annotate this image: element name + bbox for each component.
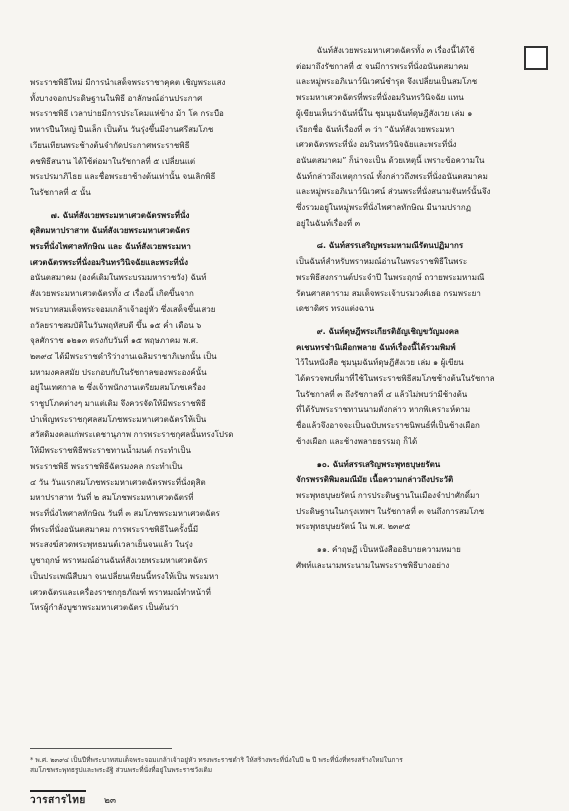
- text-line: อนันตสมาคม (องค์เดิมในพระบรมมหาราชวัง) ฉันท์: [30, 273, 207, 283]
- footnote-line: * พ.ศ. ๒๓๙๔ เป็นปีที่พระบาทสมเด็จพระจอมเกล้าเจ้าอยู่หัว ทรงพระราชดำริ ให้สร้างพระที่นั่งในปี ๒ ปี พระที่นั่งที่ทรงสร้างใหม่ในการ: [30, 756, 403, 764]
- text-line: ได้ตรวจพบที่มาที่ใช้ในพระราชพิธีสมโภชช้างต้นในรัชกาล: [296, 374, 495, 384]
- text-line: ราชูปโภคต่างๆ มาแต่เดิม จึงควรจัดให้มีพระราชพิธี: [30, 399, 206, 409]
- text-line: ต่อมาถึงรัชกาลที่ ๕ จนมีการพระที่นั่งอนันตสมาคม: [296, 61, 469, 71]
- text-line: ๙. ฉันท์ดุษฎีพระเกียรติอัญเชิญขวัญมงคล: [316, 326, 459, 336]
- text-line: พระราชพิธี พระราชพิธีฉัตรมงคล กระทำเป็น: [30, 461, 183, 471]
- text-line: เดชาดิศร ทรงแต่งฉาน: [296, 304, 375, 314]
- text-line: สังเวยพระมหาเศวตฉัตรทั้ง ๔ เรื่องนี้ เกิดขึ้นจาก: [30, 289, 194, 299]
- text-line: พระราชพิธีใหม่ มีการนำเสด็จพระราชาคุคต เชิญพระแสง: [30, 78, 226, 87]
- text-line: อยู่ในฉันท์เรื่องที่ ๓: [296, 218, 361, 228]
- text-line: ฉันท์สังเวยพระมหาเศวตฉัตรทั้ง ๓ เรื่องนี้ได้ใช้: [316, 46, 475, 55]
- text-line: ทหารปืนใหญ่ ปืนเล็ก เป็นต้น วันรุ่งขึ้นมีงานศรีสมโภช: [30, 125, 214, 135]
- text-line: เรียกชื่อ ฉันท์เรื่องที่ ๓ ว่า “ฉันท์สังเวยพระมหา: [296, 124, 455, 134]
- left-column: [30, 76, 270, 617]
- text-line: ที่ได้รับพระราชทานนามดังกล่าว หากพิเคราะห์ตาม: [296, 405, 471, 415]
- footnote-divider: [30, 748, 172, 749]
- text-line: พระบาทสมเด็จพระจอมเกล้าเจ้าอยู่หัว ซึ่งเสด็จขึ้นเสวย: [30, 304, 216, 314]
- text-line: เป็นฉันท์สำหรับพราหมณ์อ่านในพระราชพิธีในพระ: [296, 257, 468, 267]
- footnote: [30, 755, 540, 775]
- text-line: สวัสดิมงคลแก่พระเดชานุภาพ การพระราชกุศลนั้นทรงโปรด: [30, 430, 234, 440]
- text-line: คเชนทรชำนิเผือกพลาย ฉันท์เรื่องนี้ได้รวมพิมพ์: [296, 342, 456, 352]
- text-line: อนันตสมาคม” ก็น่าจะเป็น ด้วยเหตุนี้ เพราะข้อความใน: [296, 155, 485, 165]
- text-line: ให้มีพระราชพิธีพระราชทานน้ำมนต์ กระทำเป็น: [30, 446, 191, 456]
- text-line: มหามงคลสมัย ประกอบกับในรัชกาลของพระองค์นั้น: [30, 367, 207, 377]
- page-number: ๒๓: [104, 796, 117, 806]
- text-line: ซึ่งรวมอยู่ในหมู่พระที่นั่งไพศาลทักษิณ มีนามปรากฏ: [296, 203, 472, 213]
- text-line: ๗. ฉันท์สังเวยพระมหาเศวตฉัตรพระที่นั่ง: [50, 210, 190, 220]
- text-line: ดุสิตมหาปราสาท ฉันท์สังเวยพระมหาเศวตฉัตร: [30, 226, 190, 236]
- right-column: [296, 44, 536, 575]
- text-line: พระที่นั่งไพศาลทักษิณ และ ฉันท์สังเวยพระมหา: [30, 242, 191, 252]
- text-line: ฉันท์กล่าวถึงเหตุการณ์ ทั้งกล่าวถึงพระที่นั่งอนันตสมาคม: [296, 171, 488, 181]
- text-line: พระสงฆ์สวดพระพุทธมนต์เวลาเย็นจนแล้ว ในรุ่ง: [30, 540, 193, 550]
- text-line: และหมู่พระอภิเนาว์นิเวศน์ ส่วนพระที่นั่งสนามจันทร์นั้นจึง: [296, 187, 491, 197]
- text-line: ๑๑. คำฤษฏี เป็นหนังสืออธิบายความหมาย: [316, 545, 461, 555]
- text-line: เศวตฉัตรพระที่นั่งอมรินทรวินิจฉัยและพระที่นั่ง: [30, 257, 189, 267]
- text-line: ทั้งบางจอกประดิษฐานในพิธี อาลักษณ์อ่านประกาศ: [30, 93, 203, 103]
- text-line: พระราชพิธี เวลาบ่ายมีการประโคมแห่ข้าง ม้า โค กระบือ: [30, 109, 224, 119]
- text-line: บูชาฤกษ์ พราหมณ์อ่านฉันท์สังเวยพระมหาเศวตฉัตร: [30, 556, 208, 566]
- text-line: พระมหาเศวตฉัตรที่พระที่นั่งอมรินทรวินิจฉัย แทน: [296, 93, 464, 103]
- text-line: ๘. ฉันท์สรรเสริญพระมหามณีรัตนปฏิมากร: [316, 241, 464, 251]
- publication-logo: วารสารไทย: [30, 790, 86, 808]
- text-line: ในรัชกาลที่ ๕ นั้น: [30, 187, 91, 197]
- text-line: พระที่นั่งไพศาลทักษิณ วันที่ ๓ สมโภชพระมหาเศวตฉัตร: [30, 508, 220, 518]
- text-line: ถวัลยราชสมบัติในวันพฤหัสบดี ขึ้น ๑๕ ค่ำ เดือน ๖: [30, 320, 202, 330]
- text-line: โหรผู้กำลังบูชาพระมหาเศวตฉัตร เป็นต้นว่า: [30, 603, 179, 613]
- text-line: ช้างเผือก และช้างพลายธรรมฤ ก็ได้: [296, 436, 418, 446]
- text-line: เป็นประเพณีสืบมา จนเปลี่ยนเทียนนี้ทรงให้เป็น พระมหา: [30, 571, 219, 581]
- text-line: ๔ วัน วันแรกสมโภชพระมหาเศวตฉัตรพระที่นั่งดุสิต: [30, 477, 206, 487]
- text-line: พระพุทธบุษยรัตน์ ใน พ.ศ. ๒๓๙๕: [296, 522, 411, 532]
- text-line: ในรัชกาลที่ ๓ ถึงรัชกาลที่ ๔ แล้วไม่พบว่ามีช้างต้น: [296, 389, 468, 399]
- text-line: ที่พระที่นั่งอนันตสมาคม การพระราชพิธีในครั้งนี้มี: [30, 524, 199, 534]
- text-line: จักรพรรดิพิมลมณีมัย เนื้อความกล่าวถึงประวัติ: [296, 475, 454, 485]
- text-line: ไว้ในหนังสือ ชุมนุมฉันท์ดุษฎีสังเวย เล่ม ๑ ผู้เขียน: [296, 358, 464, 368]
- text-line: พระปรมาภิไธย และชื่อพระยาช้างต้นเท่านั้น จนเลิกพิธี: [30, 172, 216, 182]
- text-line: พระพุทธบุษยรัตน์ การประดิษฐานในเมืองจำปาศักดิ์มา: [296, 490, 480, 500]
- text-line: เศวตฉัตรและเครื่องราชกกุธภัณฑ์ พราหมณ์ทำหน้าที่: [30, 587, 211, 597]
- text-line: เศวตฉัตรพระที่นั่ง อมรินทรวินิจฉัยและพระที่นั่ง: [296, 140, 457, 150]
- text-line: ๒๓๙๔ ได้มีพระราชดำริว่างานเฉลิมราชาภิเษกนั้น เป็น: [30, 351, 217, 361]
- text-line: ศัพท์และนามพระนามในพระราชพิธีบางอย่าง: [296, 560, 450, 570]
- text-line: เวียนเทียนพระช้างต้นจำกัดประกาศพระราชพิธี: [30, 140, 190, 150]
- text-line: ผู้เขียนเห็นว่าฉันท์นี้ใน ชุมนุมฉันท์ดุษฎีสังเวย เล่ม ๑: [296, 108, 473, 118]
- footnote-line: สมโภชพระพุทธรูปและพระอัฐิ ส่วนพระที่นั่งที่อยู่ในพระราชวังเดิม: [30, 766, 213, 774]
- text-line: อยู่ในเทศกาล ๒ ซึ่งเจ้าพนักงานเตรียมสมโภชเครื่อง: [30, 383, 206, 393]
- text-line: บำเพ็ญพระราชกุศลสมโภชพระมหาเศวตฉัตรให้เป็น: [30, 414, 207, 424]
- text-line: มหาปราสาท วันที่ ๒ สมโภชพระมหาเศวตฉัตรที่: [30, 493, 194, 503]
- text-line: รัตนศาสดาราม สมเด็จพระเจ้าบรมวงศ์เธอ กรมพระยา: [296, 288, 481, 298]
- text-line: ๑๐. ฉันท์สรรเสริญพระพุทธบุษยรัตน: [316, 459, 441, 469]
- text-line: ชื่อแล้วจึงอาจจะเป็นฉบับพระราชนิพนธ์ที่เป็นช้างเผือก: [296, 421, 480, 431]
- text-line: และหมู่พระอภิเนาว์นิเวศน์ชำรุด จึงเปลี่ยนเป็นสมโภช: [296, 77, 478, 87]
- text-line: จุลศักราช ๑๒๑๓ ตรงกับวันที่ ๑๕ พฤษภาคม พ.ศ.: [30, 336, 199, 346]
- text-line: พระพิธีสงกรานต์ประจำปี ในพระฤกษ์ ถวายพระมหามณี: [296, 272, 485, 282]
- text-line: ประดิษฐานในกรุงเทพฯ ในรัชกาลที่ ๓ จนถึงการสมโภช: [296, 506, 485, 516]
- text-line: คชพิธีสนาน ได้ใช้ต่อมาในรัชกาลที่ ๕ เปลี่ยนแต่: [30, 156, 196, 166]
